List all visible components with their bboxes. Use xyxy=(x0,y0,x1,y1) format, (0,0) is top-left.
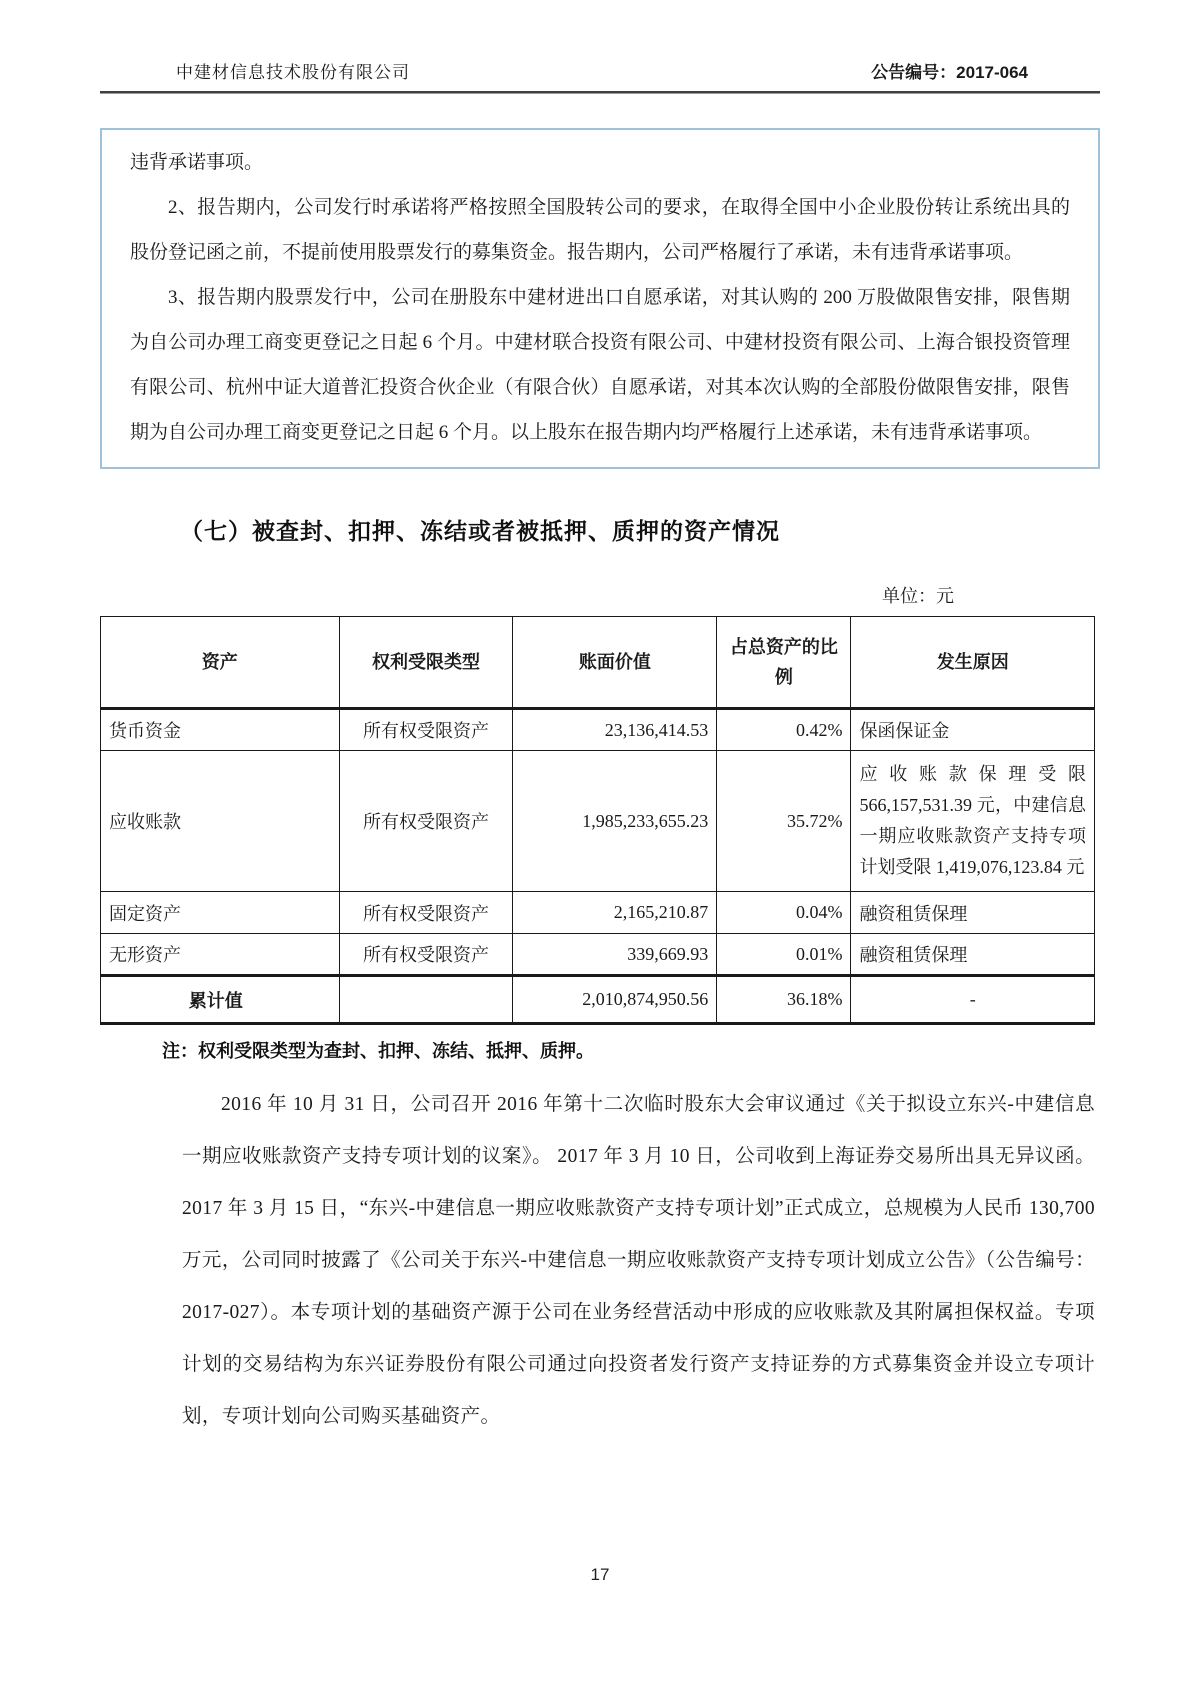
cell-total-type xyxy=(339,976,513,1024)
cell-total-ratio: 36.18% xyxy=(717,976,851,1024)
cell-ratio: 35.72% xyxy=(717,751,851,892)
announcement-number xyxy=(871,58,1028,83)
table-row xyxy=(101,892,1095,934)
col-header-restriction-type: 权利受限类型 xyxy=(339,617,513,709)
cell-reason: 应收账款保理受限 566,157,531.39 元，中建信息一期应收账款资产支持专项计划受限 1,419,076,123.84 元 xyxy=(851,751,1095,892)
cell-book-value: 339,669.93 xyxy=(513,934,717,976)
col-header-book-value: 账面价值 xyxy=(513,617,717,709)
cell-asset: 货币资金 xyxy=(101,709,340,751)
body-text xyxy=(182,1079,1095,1443)
section-heading: （七）被查封、扣押、冻结或者被抵押、质押的资产情况 xyxy=(180,518,780,544)
header-rule xyxy=(100,91,1100,94)
cell-book-value: 1,985,233,655.23 xyxy=(513,751,717,892)
cell-ratio: 0.42% xyxy=(717,709,851,751)
page-number: 17 xyxy=(590,1565,610,1584)
cell-total-label: 累计值 xyxy=(101,976,340,1024)
body-paragraph: 2016 年 10 月 31 日，公司召开 2016 年第十二次临时股东大会审议通过《关于拟设立东兴-中建信息一期应收账款资产支持专项计划的议案》。 2017 年 3 月 10 日，公司收到上海证券交易所出具无异议函。2017 年 3 月 15 日，“东兴-中建信息一期应收账款资产支持专项计划”正式成立，总规模为人民币 130,700 万元，公司同时披露了《公司关于东兴-中建信息一期应收账款资产支持专项计划成立公告》（公告编号：2017-027）。本专项计划的基础资产源于公司在业务经营活动中形成的应收账款及其附属担保权益。专项计划的交易结构为东兴证券股份有限公司通过向投资者发行资产支持证券的方式募集资金并设立专项计划，专项计划向公司购买基础资产。 xyxy=(182,1094,1095,1427)
cell-restriction-type: 所有权受限资产 xyxy=(339,709,513,751)
cell-asset: 无形资产 xyxy=(101,934,340,976)
cell-book-value: 23,136,414.53 xyxy=(513,709,717,751)
commitment-box xyxy=(100,128,1100,469)
cell-asset: 固定资产 xyxy=(101,892,340,934)
commitment-paragraph-3: 3、报告期内股票发行中，公司在册股东中建材进出口自愿承诺，对其认购的 200 万股做限售安排，限售期为自公司办理工商变更登记之日起 6 个月。中建材联合投资有限公司、中建材投资有限公司、上海合银投资管理有限公司、杭州中证大道普汇投资合伙企业（有限合伙）自愿承诺，对其本次认购的全部股份做限售安排，限售期为自公司办理工商变更登记之日起 6 个月。以上股东在报告期内均严格履行上述承诺，未有违背承诺事项。 xyxy=(130,287,1070,443)
unit-label: 单位：元 xyxy=(882,586,954,606)
table-row xyxy=(101,934,1095,976)
col-header-ratio: 占总资产的比例 xyxy=(717,617,851,709)
cell-restriction-type: 所有权受限资产 xyxy=(339,934,513,976)
restricted-assets-table xyxy=(100,616,1095,1025)
cell-reason: 保函保证金 xyxy=(851,709,1095,751)
table-total-row xyxy=(101,976,1095,1024)
cell-ratio: 0.04% xyxy=(717,892,851,934)
cell-restriction-type: 所有权受限资产 xyxy=(339,751,513,892)
commitment-paragraph-1: 违背承诺事项。 xyxy=(130,152,264,173)
commitment-paragraph-2: 2、报告期内，公司发行时承诺将严格按照全国股转公司的要求，在取得全国中小企业股份转让系统出具的股份登记函之前，不提前使用股票发行的募集资金。报告期内，公司严格履行了承诺，未有违背承诺事项。 xyxy=(130,197,1070,263)
table-row xyxy=(101,751,1095,892)
col-header-asset: 资产 xyxy=(101,617,340,709)
cell-reason: 融资租赁保理 xyxy=(851,934,1095,976)
page-header xyxy=(100,0,1100,83)
table-note: 注：权利受限类型为查封、扣押、冻结、抵押、质押。 xyxy=(162,1041,594,1061)
col-header-reason: 发生原因 xyxy=(851,617,1095,709)
cell-asset: 应收账款 xyxy=(101,751,340,892)
cell-total-reason: - xyxy=(851,976,1095,1024)
company-name: 中建材信息技术股份有限公司 xyxy=(176,63,410,82)
cell-book-value: 2,165,210.87 xyxy=(513,892,717,934)
table-row xyxy=(101,709,1095,751)
cell-reason: 融资租赁保理 xyxy=(851,892,1095,934)
cell-total-book-value: 2,010,874,950.56 xyxy=(513,976,717,1024)
cell-ratio: 0.01% xyxy=(717,934,851,976)
cell-restriction-type: 所有权受限资产 xyxy=(339,892,513,934)
table-header-row xyxy=(101,617,1095,709)
announcement-label: 公告编号： xyxy=(871,63,957,82)
announcement-code: 2017-064 xyxy=(956,63,1028,82)
